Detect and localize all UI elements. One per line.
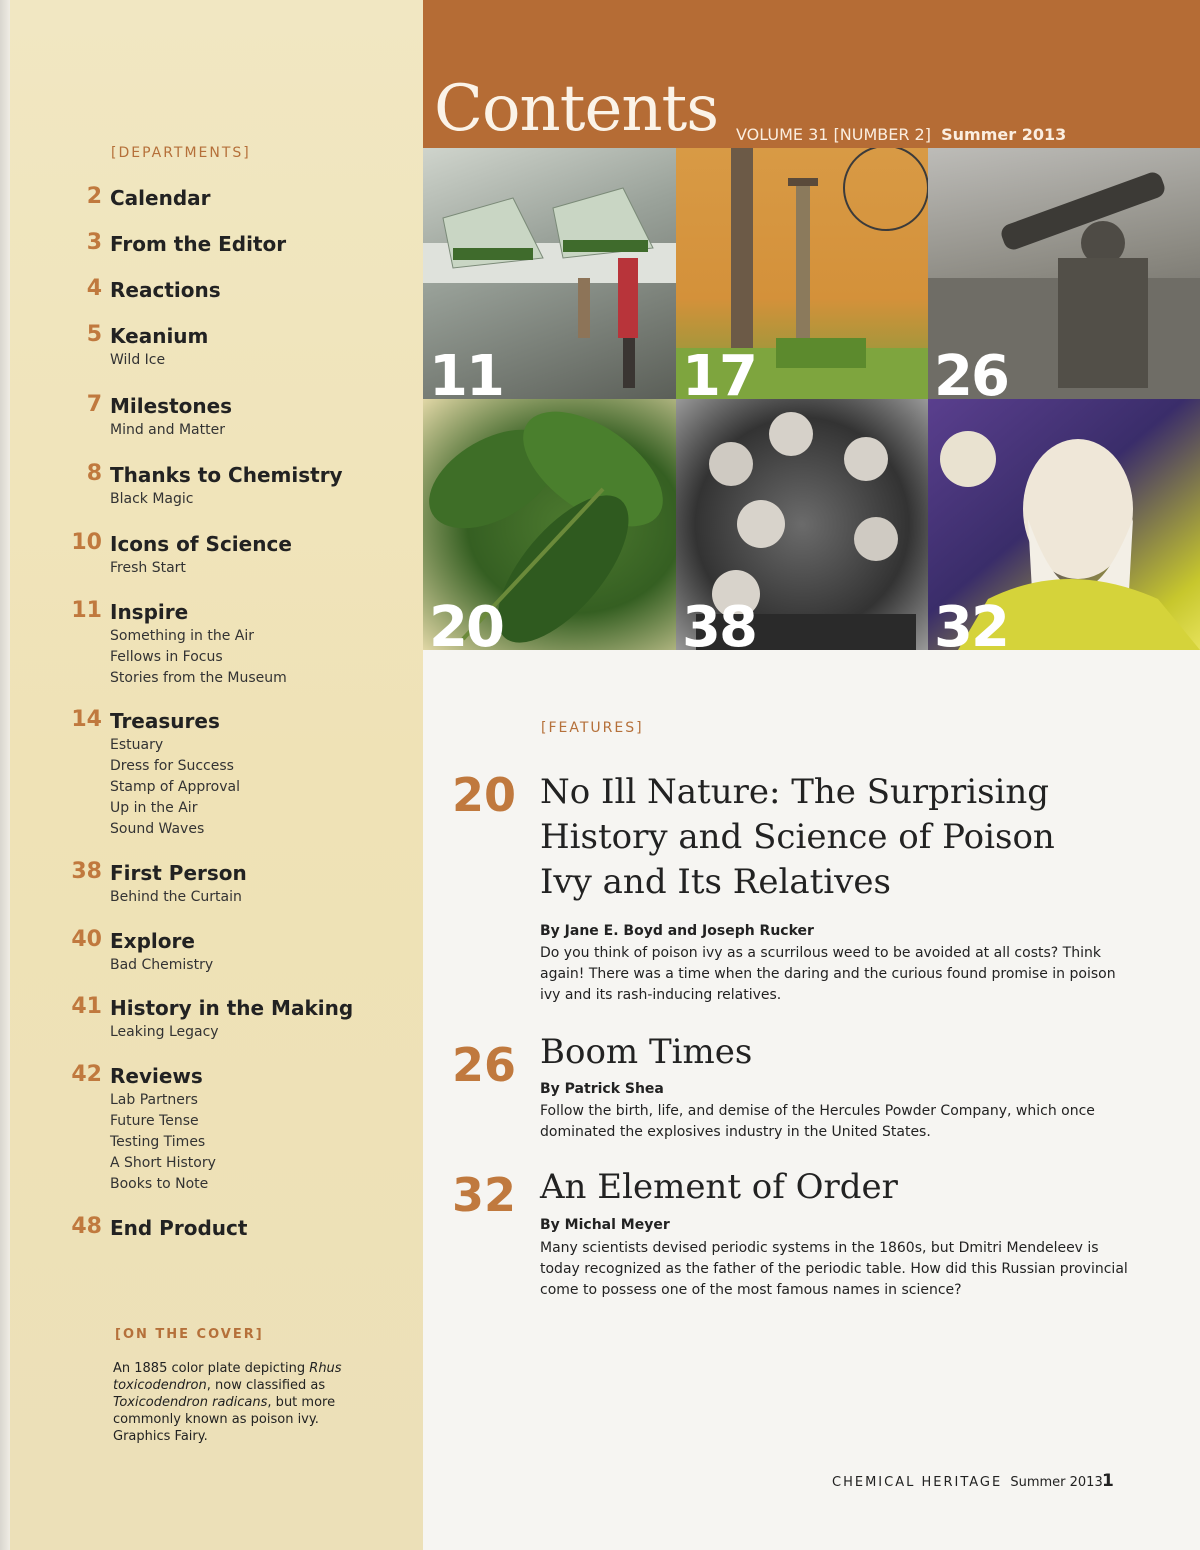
photo-tile-factory[interactable] bbox=[676, 148, 928, 399]
department-title: Calendar bbox=[110, 186, 211, 210]
binding-edge bbox=[0, 0, 10, 1550]
footer-issue: Summer 2013 bbox=[1010, 1475, 1103, 1490]
department-subtitle: Books to Note bbox=[110, 1176, 209, 1192]
cover-caption-italic: Rhus toxicodendron bbox=[113, 1361, 342, 1393]
department-subtitles bbox=[110, 350, 165, 371]
feature-byline: By Jane E. Boyd and Joseph Rucker bbox=[540, 923, 814, 939]
feature-page-number: 26 bbox=[452, 1038, 517, 1092]
department-page-number: 14 bbox=[71, 707, 102, 732]
department-page-number: 7 bbox=[86, 392, 102, 417]
department-subtitle: Lab Partners bbox=[110, 1092, 198, 1108]
department-subtitle: Something in the Air bbox=[110, 628, 255, 644]
department-page-number: 38 bbox=[71, 859, 102, 884]
department-title: Icons of Science bbox=[110, 532, 292, 556]
department-page-number: 2 bbox=[86, 184, 102, 209]
department-page-number: 41 bbox=[71, 994, 102, 1019]
photo-tile-poison-ivy[interactable] bbox=[423, 399, 676, 650]
department-subtitle: A Short History bbox=[110, 1155, 216, 1171]
department-page-number: 5 bbox=[86, 322, 102, 347]
department-title: Reviews bbox=[110, 1064, 203, 1088]
volume-number: VOLUME 31 [NUMBER 2] bbox=[736, 125, 931, 144]
departments-heading: [DEPARTMENTS] bbox=[111, 145, 251, 161]
department-title: Milestones bbox=[110, 394, 233, 418]
department-subtitles bbox=[110, 955, 213, 976]
department-subtitles bbox=[110, 489, 193, 510]
department-subtitles bbox=[110, 626, 287, 689]
photo-tile-gallery[interactable] bbox=[423, 148, 676, 399]
department-subtitle: Sound Waves bbox=[110, 821, 205, 837]
department-subtitles bbox=[110, 735, 240, 840]
photo-tile-soldier[interactable] bbox=[928, 148, 1200, 399]
department-subtitle: Mind and Matter bbox=[110, 422, 225, 438]
department-subtitles bbox=[110, 1090, 216, 1195]
department-title: Inspire bbox=[110, 600, 189, 624]
department-title: End Product bbox=[110, 1216, 248, 1240]
department-page-number: 48 bbox=[71, 1214, 102, 1239]
issue-season: Summer 2013 bbox=[941, 125, 1067, 144]
department-subtitle: Stories from the Museum bbox=[110, 670, 287, 686]
feature-description: Many scientists devised periodic systems in the 1860s, but Dmitri Mendeleev is today recognized as the father of the periodic table. How did this Russian provincial come to possess one of the most famous names in science? bbox=[540, 1240, 1128, 1298]
footer-brand: CHEMICAL HERITAGE bbox=[832, 1475, 1003, 1490]
department-subtitle: Black Magic bbox=[110, 491, 194, 507]
department-title: Reactions bbox=[110, 278, 221, 302]
cover-caption-italic: Toxicodendron radicans bbox=[113, 1395, 268, 1410]
tile-page-number: 20 bbox=[429, 595, 503, 650]
feature-description: Do you think of poison ivy as a scurrilous weed to be avoided at all costs? Think again! There was a time when the daring and the curious found promise in poison ivy and its rash-inducing relatives. bbox=[540, 945, 1116, 1003]
page-title: Contents bbox=[434, 72, 719, 146]
department-title: History in the Making bbox=[110, 996, 354, 1020]
features-heading: [FEATURES] bbox=[541, 720, 644, 736]
department-subtitle: Wild Ice bbox=[110, 352, 166, 368]
cover-caption-text: An 1885 color plate depicting bbox=[113, 1361, 310, 1376]
department-page-number: 8 bbox=[86, 461, 102, 486]
feature-title: No Ill Nature: The Surprising History and Science of Poison Ivy and Its Relatives bbox=[540, 772, 1055, 902]
department-subtitle: Fresh Start bbox=[110, 560, 186, 576]
department-subtitles bbox=[110, 420, 225, 441]
department-page-number: 3 bbox=[86, 230, 102, 255]
feature-byline: By Michal Meyer bbox=[540, 1217, 670, 1233]
department-title: Explore bbox=[110, 929, 195, 953]
department-title: Treasures bbox=[110, 709, 220, 733]
department-subtitle: Behind the Curtain bbox=[110, 889, 242, 905]
department-subtitles bbox=[110, 1022, 219, 1043]
footer-page-number: 1 bbox=[1102, 1471, 1114, 1491]
feature-title: Boom Times bbox=[540, 1032, 753, 1072]
department-title: Thanks to Chemistry bbox=[110, 463, 343, 487]
feature-page-number: 32 bbox=[452, 1168, 517, 1222]
department-subtitle: Future Tense bbox=[110, 1113, 199, 1129]
photo-tile-group-portrait[interactable] bbox=[676, 399, 928, 650]
photo-tile-mendeleev[interactable] bbox=[928, 399, 1200, 650]
department-subtitles bbox=[110, 887, 242, 908]
cover-caption-text: , now classified as bbox=[206, 1378, 326, 1393]
feature-page-number: 20 bbox=[452, 768, 517, 822]
cover-caption bbox=[113, 1360, 343, 1445]
department-subtitle: Stamp of Approval bbox=[110, 779, 240, 795]
department-page-number: 4 bbox=[86, 276, 102, 301]
feature-description: Follow the birth, life, and demise of the Hercules Powder Company, which once dominated the explosives industry in the United States. bbox=[540, 1103, 1095, 1140]
department-page-number: 10 bbox=[71, 530, 102, 555]
feature-byline: By Patrick Shea bbox=[540, 1081, 664, 1097]
department-page-number: 40 bbox=[71, 927, 102, 952]
tile-page-number: 11 bbox=[429, 344, 503, 399]
page-footer bbox=[832, 1471, 1114, 1491]
tile-page-number: 17 bbox=[682, 344, 756, 399]
department-page-number: 42 bbox=[71, 1062, 102, 1087]
cover-caption-text: , but more commonly known as poison ivy. Graphics Fairy. bbox=[113, 1395, 336, 1444]
feature-title: An Element of Order bbox=[540, 1167, 898, 1207]
department-title: From the Editor bbox=[110, 232, 287, 256]
department-subtitle: Up in the Air bbox=[110, 800, 198, 816]
department-subtitle: Leaking Legacy bbox=[110, 1024, 219, 1040]
department-title: Keanium bbox=[110, 324, 209, 348]
department-subtitle: Testing Times bbox=[110, 1134, 206, 1150]
tile-page-number: 38 bbox=[682, 595, 756, 650]
tile-page-number: 32 bbox=[934, 595, 1008, 650]
department-subtitles bbox=[110, 558, 186, 579]
department-title: First Person bbox=[110, 861, 247, 885]
department-subtitle: Bad Chemistry bbox=[110, 957, 214, 973]
department-subtitle: Fellows in Focus bbox=[110, 649, 223, 665]
cover-heading: [ON THE COVER] bbox=[115, 1327, 264, 1342]
department-subtitle: Dress for Success bbox=[110, 758, 234, 774]
photo-grid bbox=[423, 148, 1200, 650]
department-page-number: 11 bbox=[71, 598, 102, 623]
tile-page-number: 26 bbox=[934, 344, 1008, 399]
volume-info bbox=[736, 125, 1066, 144]
department-subtitle: Estuary bbox=[110, 737, 164, 753]
